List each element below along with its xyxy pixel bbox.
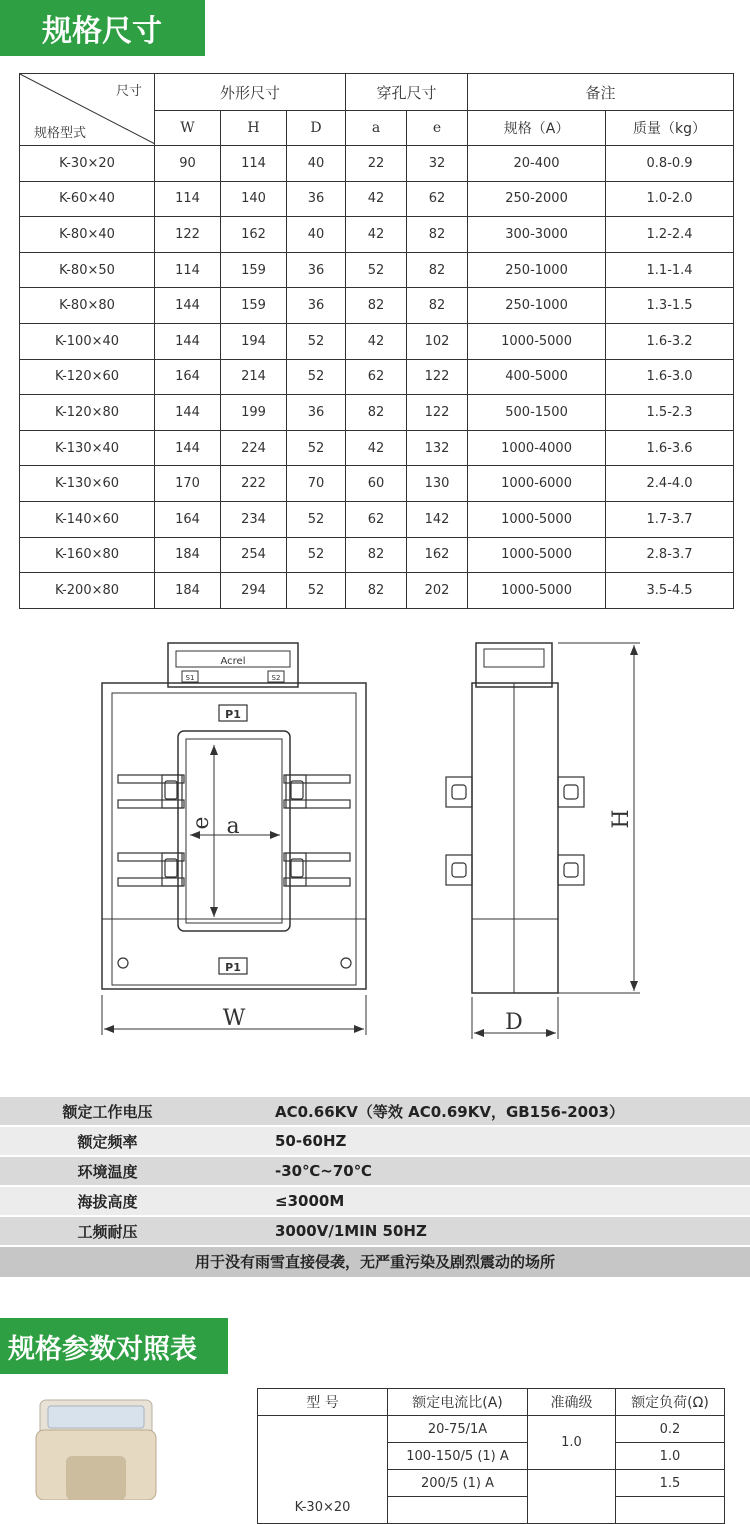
spec-value-cell: 144 [155, 323, 221, 359]
param-row [0, 1187, 750, 1217]
param-label: 额定频率 [77, 1132, 138, 1151]
mount-hole-left [118, 958, 128, 968]
param-row [0, 1157, 750, 1187]
cmp-header-model: 型 号 [258, 1389, 388, 1416]
terminal-p1-top-label: P1 [225, 708, 241, 721]
param-row [0, 1097, 750, 1127]
spec-value-cell: 82 [407, 217, 468, 253]
spec-model-cell: K-80×40 [20, 217, 155, 253]
diagonal-header-cell [20, 74, 155, 146]
spec-value-cell: 2.8-3.7 [606, 537, 734, 573]
diag-header-size: 尺寸 [115, 84, 142, 99]
spec-row [20, 537, 734, 573]
spec-value-cell: 62 [346, 501, 407, 537]
spec-value-cell: 82 [346, 288, 407, 324]
spec-value-cell: 184 [155, 537, 221, 573]
subheader-h: H [221, 111, 287, 146]
spec-model-cell: K-60×40 [20, 181, 155, 217]
subheader-e: e [407, 111, 468, 146]
header-remarks: 备注 [468, 74, 734, 111]
spec-comparison-table [257, 1388, 725, 1524]
param-label: 额定工作电压 [62, 1102, 153, 1121]
spec-value-cell: 122 [407, 395, 468, 431]
dim-label-a: a [226, 814, 240, 839]
spec-value-cell: 1000-5000 [468, 573, 606, 609]
spec-value-cell: 1.6-3.0 [606, 359, 734, 395]
dim-label-e: e [189, 816, 214, 830]
param-value: AC0.66KV（等效 AC0.69KV，GB156-2003） [275, 1102, 624, 1121]
section-title-spec-dimensions: 规格尺寸 [0, 0, 205, 56]
spec-row [20, 146, 734, 182]
spec-value-cell: 234 [221, 501, 287, 537]
spec-value-cell: 36 [287, 288, 346, 324]
spec-value-cell: 164 [155, 501, 221, 537]
spec-value-cell: 144 [155, 395, 221, 431]
mount-hole-right [341, 958, 351, 968]
spec-value-cell: 1000-6000 [468, 466, 606, 502]
spec-value-cell: 1.7-3.7 [606, 501, 734, 537]
spec-value-cell: 2.4-4.0 [606, 466, 734, 502]
spec-value-cell: 82 [407, 288, 468, 324]
cmp-load-cell: 1.5 [616, 1470, 725, 1497]
spec-value-cell: 82 [407, 252, 468, 288]
brackets-left [118, 775, 184, 886]
param-label: 环境温度 [77, 1162, 138, 1181]
spec-value-cell: 52 [287, 359, 346, 395]
spec-value-cell: 294 [221, 573, 287, 609]
spec-value-cell: 159 [221, 252, 287, 288]
spec-value-cell: 202 [407, 573, 468, 609]
spec-value-cell: 400-5000 [468, 359, 606, 395]
spec-row [20, 359, 734, 395]
spec-value-cell: 52 [287, 323, 346, 359]
spec-value-cell: 36 [287, 395, 346, 431]
spec-row [20, 395, 734, 431]
cmp-load-cell: 0.2 [616, 1416, 725, 1443]
spec-value-cell: 22 [346, 146, 407, 182]
spec-row [20, 181, 734, 217]
spec-value-cell: 222 [221, 466, 287, 502]
product-photo [26, 1396, 166, 1500]
spec-value-cell: 1.6-3.2 [606, 323, 734, 359]
spec-value-cell: 82 [346, 395, 407, 431]
spec-value-cell: 250-1000 [468, 252, 606, 288]
spec-model-cell: K-160×80 [20, 537, 155, 573]
spec-value-cell: 52 [287, 501, 346, 537]
cmp-header-accuracy: 准确级 [528, 1389, 616, 1416]
technical-params-table [0, 1097, 750, 1277]
spec-value-cell: 250-1000 [468, 288, 606, 324]
subheader-w: W [155, 111, 221, 146]
param-value: 3000V/1MIN 50HZ [275, 1222, 427, 1240]
terminal-s2-label: S2 [271, 674, 281, 682]
spec-value-cell: 122 [407, 359, 468, 395]
spec-value-cell: 199 [221, 395, 287, 431]
spec-value-cell: 500-1500 [468, 395, 606, 431]
spec-model-cell: K-140×60 [20, 501, 155, 537]
spec-value-cell: 300-3000 [468, 217, 606, 253]
spec-value-cell: 42 [346, 217, 407, 253]
spec-model-cell: K-120×60 [20, 359, 155, 395]
spec-row [20, 288, 734, 324]
params-note: 用于没有雨雪直接侵袭，无严重污染及剧烈震动的场所 [0, 1247, 750, 1277]
spec-value-cell: 1000-5000 [468, 501, 606, 537]
spec-value-cell: 82 [346, 573, 407, 609]
logo-text: Acrel [220, 656, 246, 667]
cmp-ratio-cell: 200/5 (1) A [388, 1470, 528, 1497]
spec-value-cell: 1.1-1.4 [606, 252, 734, 288]
side-brackets [446, 777, 584, 885]
cmp-header-ratio: 额定电流比(A) [388, 1389, 528, 1416]
spec-value-cell: 144 [155, 288, 221, 324]
spec-model-cell: K-30×20 [20, 146, 155, 182]
spec-value-cell: 159 [221, 288, 287, 324]
dim-label-h: H [609, 809, 634, 829]
spec-model-cell: K-100×40 [20, 323, 155, 359]
spec-value-cell: 1.6-3.6 [606, 430, 734, 466]
spec-value-cell: 42 [346, 430, 407, 466]
spec-value-cell: 52 [287, 430, 346, 466]
dim-label-w: W [222, 1006, 246, 1031]
spec-value-cell: 70 [287, 466, 346, 502]
subheader-a: a [346, 111, 407, 146]
spec-value-cell: 224 [221, 430, 287, 466]
spec-value-cell: 114 [221, 146, 287, 182]
spec-value-cell: 62 [346, 359, 407, 395]
spec-model-cell: K-130×40 [20, 430, 155, 466]
spec-row [20, 573, 734, 609]
spec-value-cell: 90 [155, 146, 221, 182]
header-outline-size: 外形尺寸 [155, 74, 346, 111]
spec-dimensions-table [19, 73, 734, 609]
spec-value-cell: 52 [287, 537, 346, 573]
cmp-accuracy-cell: 1.0 [528, 1416, 616, 1470]
spec-value-cell: 1000-4000 [468, 430, 606, 466]
subheader-d: D [287, 111, 346, 146]
spec-value-cell: 1000-5000 [468, 537, 606, 573]
spec-value-cell: 52 [346, 252, 407, 288]
spec-value-cell: 32 [407, 146, 468, 182]
spec-value-cell: 142 [407, 501, 468, 537]
spec-value-cell: 254 [221, 537, 287, 573]
spec-value-cell: 0.8-0.9 [606, 146, 734, 182]
side-top-housing [476, 643, 552, 687]
brackets-right [284, 775, 350, 886]
spec-value-cell: 132 [407, 430, 468, 466]
param-value: 50-60HZ [275, 1132, 347, 1150]
param-value: -30℃~70℃ [275, 1162, 372, 1180]
terminal-p1-bottom-label: P1 [225, 961, 241, 974]
spec-value-cell: 162 [221, 217, 287, 253]
spec-value-cell: 1.3-1.5 [606, 288, 734, 324]
spec-model-cell: K-80×80 [20, 288, 155, 324]
header-hole-size: 穿孔尺寸 [346, 74, 468, 111]
spec-value-cell: 184 [155, 573, 221, 609]
spec-row [20, 217, 734, 253]
terminal-s1-label: S1 [185, 674, 195, 682]
cmp-header-load: 额定负荷(Ω) [616, 1389, 725, 1416]
spec-value-cell: 114 [155, 252, 221, 288]
spec-value-cell: 20-400 [468, 146, 606, 182]
spec-row [20, 430, 734, 466]
dim-label-d: D [505, 1010, 523, 1035]
side-body-outline [472, 683, 558, 993]
subheader-mass: 质量（kg） [606, 111, 734, 146]
spec-row [20, 323, 734, 359]
spec-value-cell: 214 [221, 359, 287, 395]
spec-value-cell: 114 [155, 181, 221, 217]
spec-value-cell: 130 [407, 466, 468, 502]
spec-value-cell: 82 [346, 537, 407, 573]
spec-row [20, 252, 734, 288]
spec-model-cell: K-120×80 [20, 395, 155, 431]
cmp-load-cell: 1.0 [616, 1443, 725, 1470]
spec-row [20, 466, 734, 502]
spec-value-cell: 250-2000 [468, 181, 606, 217]
spec-model-cell: K-200×80 [20, 573, 155, 609]
cmp-ratio-cell: 100-150/5 (1) A [388, 1443, 528, 1470]
section-title-spec-comparison: 规格参数对照表 [0, 1318, 228, 1374]
param-label: 海拔高度 [77, 1192, 138, 1211]
spec-value-cell: 52 [287, 573, 346, 609]
spec-value-cell: 42 [346, 181, 407, 217]
spec-value-cell: 162 [407, 537, 468, 573]
diag-header-model: 规格型式 [34, 126, 87, 141]
spec-value-cell: 60 [346, 466, 407, 502]
param-row [0, 1217, 750, 1247]
spec-value-cell: 1.5-2.3 [606, 395, 734, 431]
spec-value-cell: 3.5-4.5 [606, 573, 734, 609]
param-value: ≤3000M [275, 1192, 345, 1210]
spec-value-cell: 144 [155, 430, 221, 466]
spec-value-cell: 40 [287, 146, 346, 182]
spec-value-cell: 122 [155, 217, 221, 253]
spec-value-cell: 1.2-2.4 [606, 217, 734, 253]
param-label: 工频耐压 [77, 1222, 138, 1241]
spec-value-cell: 62 [407, 181, 468, 217]
cmp-ratio-cell: 20-75/1A [388, 1416, 528, 1443]
spec-model-cell: K-130×60 [20, 466, 155, 502]
param-row [0, 1127, 750, 1157]
spec-row [20, 501, 734, 537]
spec-value-cell: 102 [407, 323, 468, 359]
spec-value-cell: 194 [221, 323, 287, 359]
spec-value-cell: 36 [287, 181, 346, 217]
spec-value-cell: 170 [155, 466, 221, 502]
spec-model-cell: K-80×50 [20, 252, 155, 288]
spec-value-cell: 40 [287, 217, 346, 253]
spec-value-cell: 164 [155, 359, 221, 395]
cmp-model-cell: K-30×20 [258, 1416, 388, 1524]
spec-value-cell: 1.0-2.0 [606, 181, 734, 217]
spec-value-cell: 36 [287, 252, 346, 288]
spec-value-cell: 140 [221, 181, 287, 217]
dimension-drawing [0, 625, 750, 1045]
spec-value-cell: 1000-5000 [468, 323, 606, 359]
spec-value-cell: 42 [346, 323, 407, 359]
subheader-spec-a: 规格（A） [468, 111, 606, 146]
